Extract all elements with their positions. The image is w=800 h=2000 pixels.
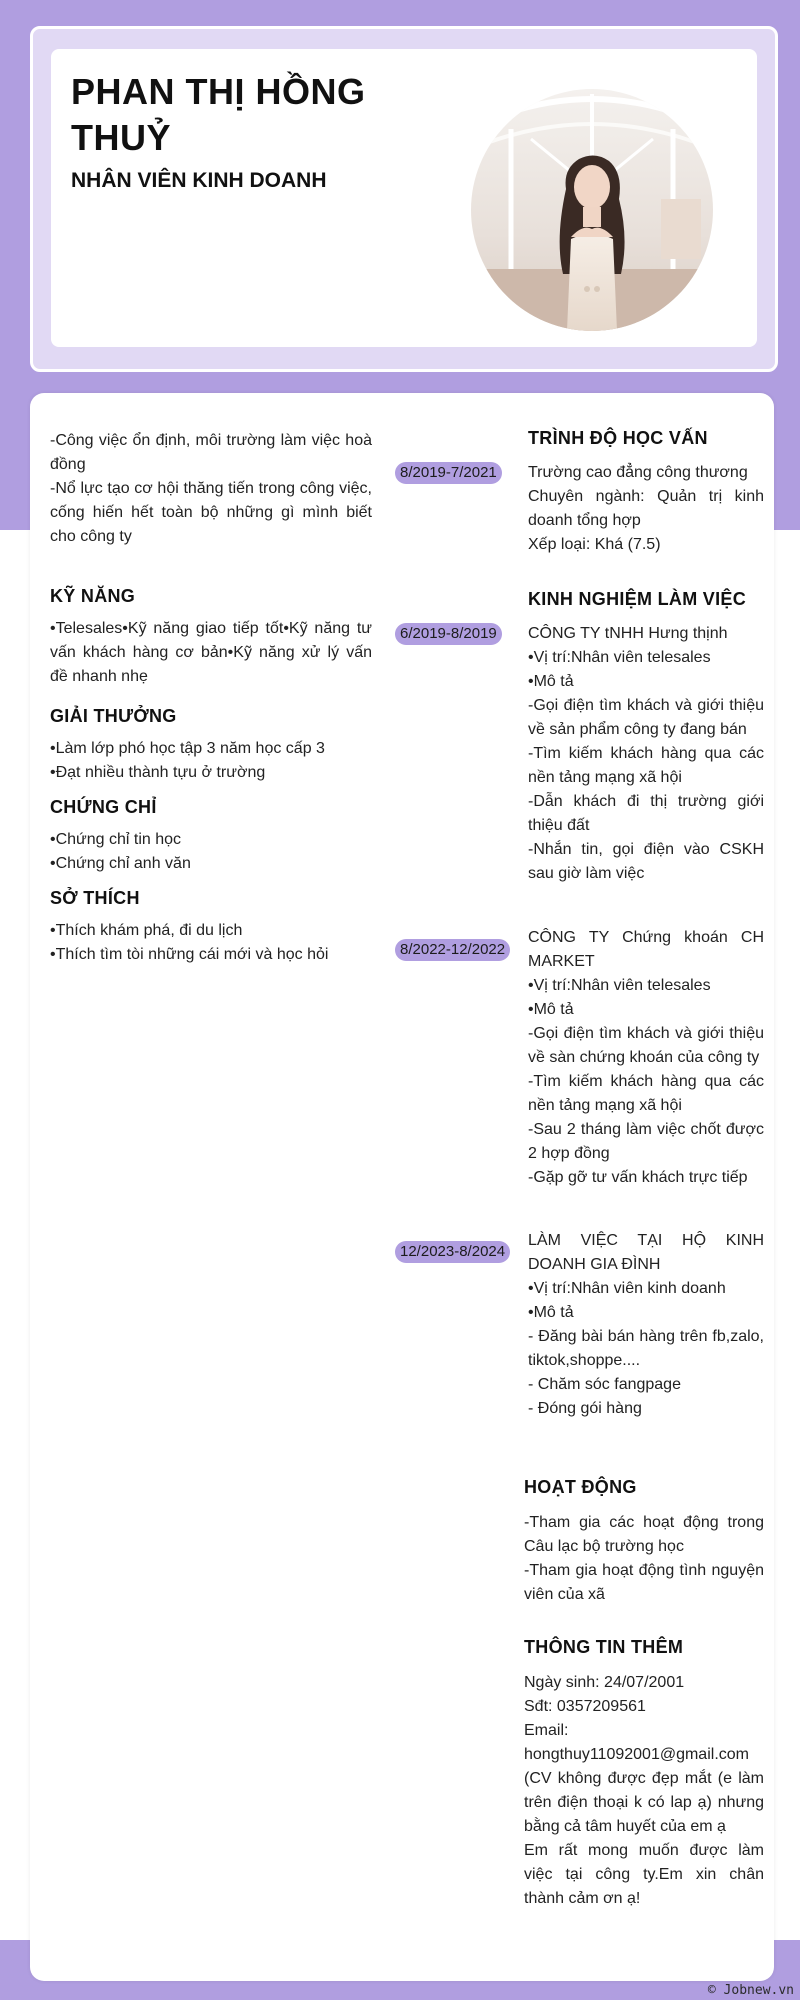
job-line: -Sau 2 tháng làm việc chốt được 2 hợp đồng: [528, 1121, 764, 1162]
awards-title: GIẢI THƯỞNG: [50, 706, 177, 726]
job-line: •Mô tả: [528, 1304, 574, 1321]
note-line: (CV không được đẹp mắt (e làm trên điện thoại k có lap ạ) nhưng bằng cả tâm huyết của em ạ: [524, 1770, 764, 1835]
education-title: TRÌNH ĐỘ HỌC VẤN: [528, 428, 708, 448]
job-title: NHÂN VIÊN KINH DOANH: [71, 169, 327, 192]
profile-photo-image: [471, 89, 713, 331]
certificate-item: •Chứng chỉ anh văn: [50, 855, 191, 872]
phone-line: Sđt: 0357209561: [524, 1698, 646, 1715]
education-line: Xếp loại: Khá (7.5): [528, 536, 661, 553]
job-line: CÔNG TY tNHH Hưng thịnh: [528, 625, 728, 642]
job-line: •Mô tả: [528, 673, 574, 690]
footer-credit: © Jobnew.vn: [707, 1983, 794, 1998]
hobby-item: •Thích khám phá, đi du lịch: [50, 922, 243, 939]
activities-details: [524, 1511, 764, 1607]
award-item: •Làm lớp phó học tập 3 năm học cấp 3: [50, 740, 325, 757]
skills-title: KỸ NĂNG: [50, 586, 136, 606]
education-date-badge: 8/2019-7/2021: [395, 462, 502, 484]
left-column: [50, 429, 372, 967]
job-line: -Gọi điện tìm khách và giới thiệu về sản phẩm công ty đang bán: [528, 697, 764, 738]
extra-info-title: THÔNG TIN THÊM: [524, 1637, 684, 1657]
header-card: [51, 49, 757, 347]
skills-text: •Telesales•Kỹ năng giao tiếp tốt•Kỹ năng tư vấn khách hàng cơ bản•Kỹ năng xử lý vấn đề nhanh nhẹ: [50, 620, 372, 685]
note-line: Em rất mong muốn được làm việc tại công ty.Em xin chân thành cảm ơn ạ!: [524, 1842, 764, 1907]
job-line: - Chăm sóc fangpage: [528, 1376, 681, 1393]
job-line: -Gọi điện tìm khách và giới thiệu về sàn chứng khoán của công ty: [528, 1025, 764, 1066]
job-line: •Vị trí:Nhân viên telesales: [528, 649, 711, 666]
job-line: -Gặp gỡ tư vấn khách trực tiếp: [528, 1169, 748, 1186]
certificates-section: [50, 797, 372, 876]
skills-section: [50, 586, 372, 689]
profile-photo: [471, 89, 713, 331]
job-line: •Vị trí:Nhân viên kinh doanh: [528, 1280, 726, 1297]
header-frame: [30, 26, 778, 372]
activities-title: HOẠT ĐỘNG: [524, 1477, 637, 1497]
education-details: [528, 461, 764, 557]
job-line: •Vị trí:Nhân viên telesales: [528, 977, 711, 994]
job-date-badge: 8/2022-12/2022: [395, 939, 510, 961]
main-card: [30, 393, 774, 1981]
job-line: -Tìm kiếm khách hàng qua các nền tảng mạng xã hội: [528, 1073, 764, 1114]
job-date-badge: 12/2023-8/2024: [395, 1241, 510, 1263]
email-value: hongthuy11092001@gmail.com: [524, 1746, 749, 1763]
objective-line: -Nổ lực tạo cơ hội thăng tiến trong công việc, cống hiến hết toàn bộ những gì mình biết cho công ty: [50, 480, 372, 545]
job-entry: [528, 622, 764, 886]
job-date-badge: 6/2019-8/2019: [395, 623, 502, 645]
extra-info-details: [524, 1671, 764, 1911]
activity-line: -Tham gia hoạt động tình nguyện viên của xã: [524, 1562, 764, 1603]
candidate-name: PHAN THỊ HỒNG THUỶ: [71, 71, 366, 158]
awards-section: [50, 706, 372, 785]
job-line: -Nhắn tin, gọi điện vào CSKH sau giờ làm việc: [528, 841, 764, 882]
job-entry: [528, 1229, 764, 1421]
education-line: Trường cao đẳng công thương: [528, 464, 748, 481]
job-line: -Tìm kiếm khách hàng qua các nền tảng mạng xã hội: [528, 745, 764, 786]
job-line: LÀM VIỆC TẠI HỘ KINH DOANH GIA ĐÌNH: [528, 1232, 764, 1273]
certificates-title: CHỨNG CHỈ: [50, 797, 157, 817]
objective-line: -Công việc ổn định, môi trường làm việc hoà đồng: [50, 432, 372, 473]
certificate-item: •Chứng chỉ tin học: [50, 831, 182, 848]
job-line: - Đăng bài bán hàng trên fb,zalo, tiktok,shoppe....: [528, 1328, 764, 1369]
job-line: - Đóng gói hàng: [528, 1400, 642, 1417]
job-line: -Dẫn khách đi thị trường giới thiệu đất: [528, 793, 764, 834]
job-line: CÔNG TY Chứng khoán CH MARKET: [528, 929, 764, 970]
hobbies-title: SỞ THÍCH: [50, 888, 140, 908]
career-objective: [50, 429, 372, 549]
job-line: •Mô tả: [528, 1001, 574, 1018]
job-entry: [528, 926, 764, 1190]
award-item: •Đạt nhiều thành tựu ở trường: [50, 764, 266, 781]
hobbies-section: [50, 888, 372, 967]
education-line: Chuyên ngành: Quản trị kinh doanh tổng hợp: [528, 488, 764, 529]
activity-line: -Tham gia các hoạt động trong Câu lạc bộ trường học: [524, 1514, 764, 1555]
birthday-line: Ngày sinh: 24/07/2001: [524, 1674, 685, 1691]
email-label: Email:: [524, 1722, 569, 1739]
hobby-item: •Thích tìm tòi những cái mới và học hỏi: [50, 946, 329, 963]
experience-title: KINH NGHIỆM LÀM VIỆC: [528, 589, 747, 609]
